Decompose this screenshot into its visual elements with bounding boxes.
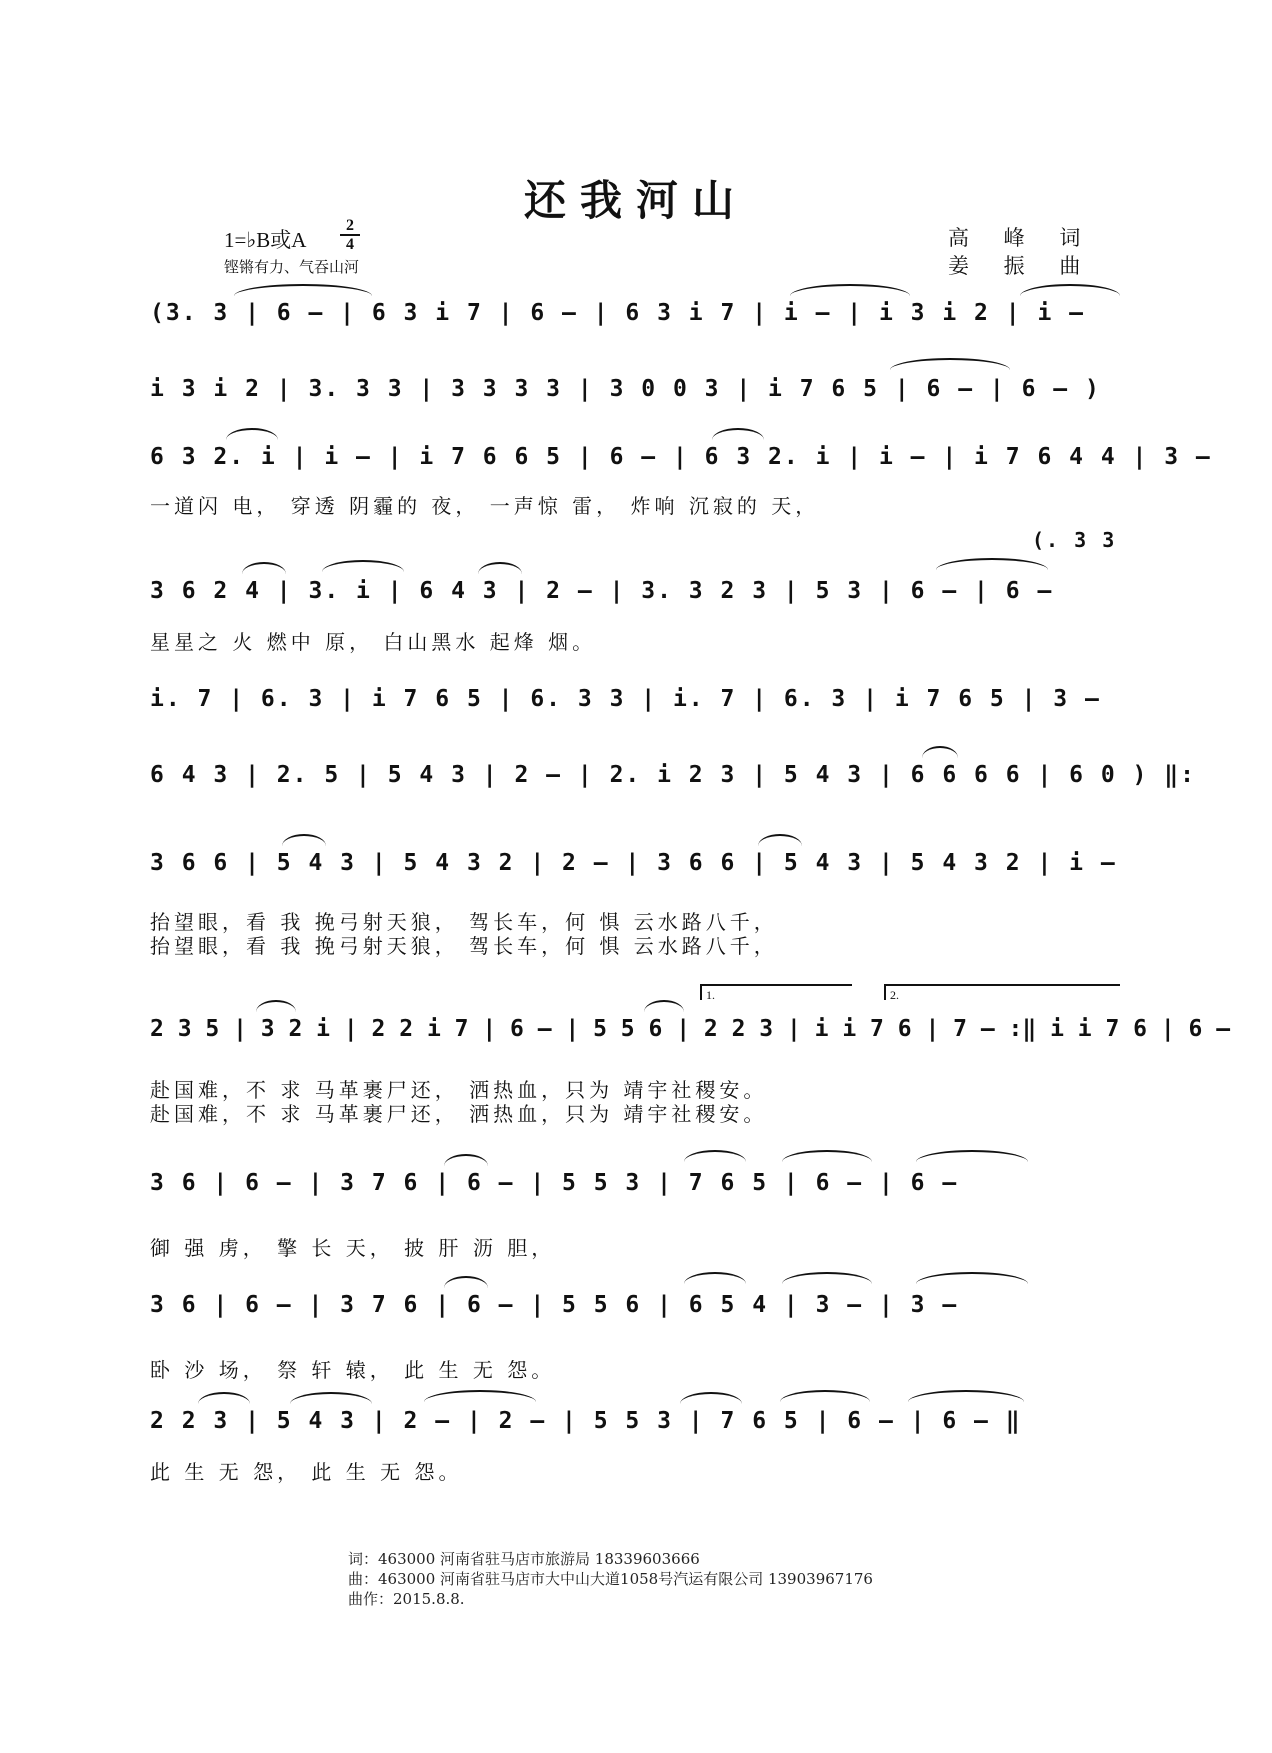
slur bbox=[782, 1150, 872, 1162]
tie bbox=[890, 358, 1010, 370]
footer-date: 曲作：2015.8.8. bbox=[348, 1590, 465, 1608]
tie bbox=[1020, 284, 1120, 296]
score-system-10: 3 6 | 6 – | 3 7 6 | 6 – | 5 5 6 | 6 5 4 | 3 – | 3 – bbox=[150, 1292, 959, 1318]
slur bbox=[758, 834, 802, 846]
slur bbox=[712, 428, 764, 440]
tie bbox=[424, 1390, 536, 1402]
score-system-4: 3 6 2 4 | 3. i | 6 4 3 | 2 – | 3. 3 2 3 | 5 3 | 6 – | 6 – bbox=[150, 578, 1054, 604]
slur bbox=[478, 562, 522, 574]
lyric-line-8a: 赴国难，不 求 马革裹尸还， 洒热血，只为 靖宇社稷安。 bbox=[150, 1078, 768, 1102]
lyric-line-4: 星星之 火 燃中 原， 白山黑水 起烽 烟。 bbox=[150, 630, 597, 654]
lyric-line-11: 此 生 无 怨， 此 生 无 怨。 bbox=[150, 1460, 463, 1484]
slur bbox=[444, 1276, 488, 1288]
slur bbox=[684, 1150, 746, 1162]
tie bbox=[234, 284, 372, 296]
lyricist-credit: 高 峰 词 bbox=[948, 226, 1095, 250]
slur bbox=[444, 1154, 488, 1166]
score-system-8: 2 3 5 | 3 2 i | 2 2 i 7 | 6 – | 5 5 6 | 2 2 3 | i i 7 6 | 7 – :‖ i i 7 6 | 6 – bbox=[150, 1016, 1231, 1042]
score-system-3: 6 3 2. i | i – | i 7 6 6 5 | 6 – | 6 3 2. i | i – | i 7 6 4 4 | 3 – bbox=[150, 444, 1212, 470]
score-system-1: (3. 3 | 6 – | 6 3 i 7 | 6 – | 6 3 i 7 | i – | i 3 i 2 | i – bbox=[150, 300, 1085, 326]
second-ending-label: 2. bbox=[890, 988, 899, 1002]
first-ending-label: 1. bbox=[706, 988, 715, 1002]
slur bbox=[684, 1272, 746, 1284]
composer-credit: 姜 振 曲 bbox=[948, 254, 1095, 278]
slur bbox=[680, 1392, 742, 1404]
score-system-7: 3 6 6 | 5 4 3 | 5 4 3 2 | 2 – | 3 6 6 | 5 4 3 | 5 4 3 2 | i – bbox=[150, 850, 1117, 876]
lyric-line-9: 御 强 虏， 擎 长 天， 披 肝 沥 胆， bbox=[150, 1236, 556, 1260]
song-title: 还我河山 bbox=[523, 176, 748, 225]
slur bbox=[290, 1392, 372, 1404]
slur bbox=[780, 1390, 870, 1402]
lyric-line-8b: 赴国难，不 求 马革裹尸还， 洒热血，只为 靖宇社稷安。 bbox=[150, 1102, 768, 1126]
time-signature bbox=[340, 218, 360, 252]
lyric-line-7a: 抬望眼，看 我 挽弓射天狼， 驾长车，何 惧 云水路八千， bbox=[150, 910, 778, 934]
tie bbox=[908, 1390, 1024, 1402]
lyric-line-7b: 抬望眼，看 我 挽弓射天狼， 驾长车，何 惧 云水路八千， bbox=[150, 934, 778, 958]
score-system-5: i. 7 | 6. 3 | i 7 6 5 | 6. 3 3 | i. 7 | 6. 3 | i 7 6 5 | 3 – bbox=[150, 686, 1101, 712]
slur bbox=[242, 562, 286, 574]
score-system-6: 6 4 3 | 2. 5 | 5 4 3 | 2 – | 2. i 2 3 | 5 4 3 | 6 6 6 6 | 6 0 ) ‖: bbox=[150, 762, 1196, 788]
tempo-marking: 铿锵有力、气吞山河 bbox=[224, 258, 360, 276]
tie bbox=[936, 558, 1048, 570]
second-ending-bracket bbox=[884, 984, 1120, 1000]
slur bbox=[226, 428, 278, 440]
first-ending-bracket bbox=[700, 984, 852, 1000]
lyric-line-3: 一道闪 电， 穿透 阴霾的 夜， 一声惊 雷， 炸响 沉寂的 天， bbox=[150, 494, 820, 518]
slur bbox=[322, 560, 404, 572]
tie bbox=[916, 1272, 1028, 1284]
tie bbox=[790, 284, 910, 296]
time-signature-bottom: 4 bbox=[346, 236, 354, 253]
repeat-pickup: (. 3 3 bbox=[1032, 528, 1117, 552]
footer-lyricist-contact: 词：463000 河南省驻马店市旅游局 18339603666 bbox=[348, 1550, 700, 1568]
score-system-11: 2 2 3 | 5 4 3 | 2 – | 2 – | 5 5 3 | 7 6 5 | 6 – | 6 – ‖ bbox=[150, 1408, 1022, 1434]
score-system-2: i 3 i 2 | 3. 3 3 | 3 3 3 3 | 3 0 0 3 | i 7 6 5 | 6 – | 6 – ) bbox=[150, 376, 1101, 402]
triplet-bracket bbox=[922, 746, 958, 758]
slur bbox=[644, 1000, 684, 1012]
slur bbox=[256, 1000, 296, 1012]
lyric-line-10: 卧 沙 场， 祭 轩 辕， 此 生 无 怨。 bbox=[150, 1358, 556, 1382]
time-signature-top: 2 bbox=[346, 217, 354, 234]
slur bbox=[198, 1392, 250, 1404]
tie bbox=[916, 1150, 1028, 1162]
key-signature: 1=♭B或A bbox=[224, 228, 307, 252]
score-system-9: 3 6 | 6 – | 3 7 6 | 6 – | 5 5 3 | 7 6 5 | 6 – | 6 – bbox=[150, 1170, 959, 1196]
footer-composer-contact: 曲：463000 河南省驻马店市大中山大道1058号汽运有限公司 13903967176 bbox=[348, 1570, 873, 1588]
slur bbox=[782, 1272, 872, 1284]
slur bbox=[282, 834, 326, 846]
